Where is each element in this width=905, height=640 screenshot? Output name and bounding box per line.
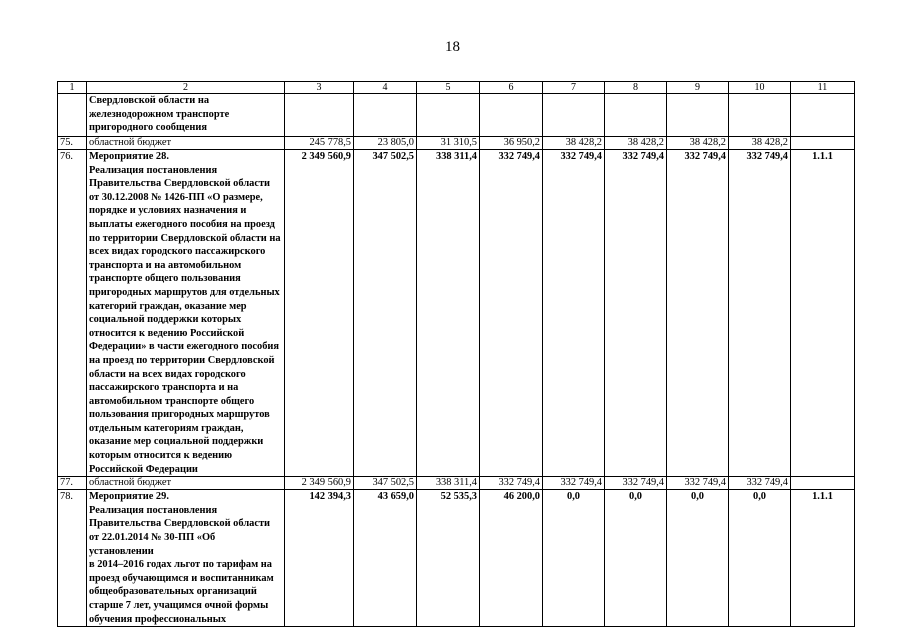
row-description: областной бюджет	[87, 137, 285, 150]
value-cell: 332 749,4	[480, 477, 543, 490]
value-cell: 38 428,2	[543, 137, 605, 150]
row-number: 75.	[58, 137, 87, 150]
column-header: 10	[729, 82, 791, 94]
column-header: 1	[58, 82, 87, 94]
table-row	[58, 137, 855, 150]
value-cell	[480, 94, 543, 137]
row-description: Мероприятие 28. Реализация постановления Правительства Свердловской области от 30.12.2008 № 1426-ПП «О размере, порядке и условиях назначения и выплаты ежегодного пособия на проезд по территории Свердловской области на всех видах городского пассажирского транспорта и на автомобильном транспорте общего пользования пригородных маршрутов для отдельных категорий граждан, оказание мер социальной поддержки которых относится к ведению Российской Федерации» в части ежегодного пособия на проезд по территории Свердловской области на всех видах городского пассажирского транспорта и на автомобильном транспорте общего пользования пригородных маршрутов отдельным категориям граждан, оказание мер социальной поддержки которым относится к ведению Российской Федерации	[87, 150, 285, 477]
value-cell: 38 428,2	[667, 137, 729, 150]
row-number	[58, 94, 87, 137]
value-cell: 332 749,4	[543, 477, 605, 490]
row-number: 76.	[58, 150, 87, 477]
value-cell: 0,0	[543, 490, 605, 627]
value-cell: 52 535,3	[417, 490, 480, 627]
column-header: 2	[87, 82, 285, 94]
value-cell: 347 502,5	[354, 477, 417, 490]
target-indicator	[791, 94, 855, 137]
column-header: 6	[480, 82, 543, 94]
value-cell: 0,0	[729, 490, 791, 627]
value-cell: 338 311,4	[417, 477, 480, 490]
column-header: 8	[605, 82, 667, 94]
value-cell	[417, 94, 480, 137]
value-cell: 332 749,4	[667, 150, 729, 477]
target-indicator: 1.1.1	[791, 490, 855, 627]
table-row	[58, 94, 855, 137]
row-number: 77.	[58, 477, 87, 490]
row-number: 78.	[58, 490, 87, 627]
value-cell: 38 428,2	[729, 137, 791, 150]
column-header: 4	[354, 82, 417, 94]
table-body	[58, 82, 855, 627]
value-cell: 142 394,3	[285, 490, 354, 627]
value-cell: 347 502,5	[354, 150, 417, 477]
value-cell: 46 200,0	[480, 490, 543, 627]
value-cell: 332 749,4	[605, 150, 667, 477]
value-cell: 332 749,4	[667, 477, 729, 490]
column-header: 3	[285, 82, 354, 94]
page-number: 18	[445, 39, 460, 55]
value-cell: 245 778,5	[285, 137, 354, 150]
row-description: Свердловской области на железнодорожном транспорте пригородного сообщения	[87, 94, 285, 137]
value-cell	[605, 94, 667, 137]
value-cell	[667, 94, 729, 137]
row-description: областной бюджет	[87, 477, 285, 490]
value-cell: 332 749,4	[729, 150, 791, 477]
value-cell: 2 349 560,9	[285, 150, 354, 477]
table-row	[58, 477, 855, 490]
value-cell: 338 311,4	[417, 150, 480, 477]
value-cell: 0,0	[667, 490, 729, 627]
value-cell: 332 749,4	[729, 477, 791, 490]
value-cell: 332 749,4	[605, 477, 667, 490]
column-header: 7	[543, 82, 605, 94]
table-row	[58, 150, 855, 477]
row-description: Мероприятие 29. Реализация постановления Правительства Свердловской области от 22.01.2014 № 30-ПП «Об установлении в 2014–2016 годах льгот по тарифам на проезд обучающимся и воспитанникам общеобразовательных организаций старше 7 лет, учащимся очной формы обучения профессиональных	[87, 490, 285, 627]
value-cell: 38 428,2	[605, 137, 667, 150]
table-row	[58, 490, 855, 627]
target-indicator	[791, 137, 855, 150]
target-indicator	[791, 477, 855, 490]
column-header: 9	[667, 82, 729, 94]
value-cell: 23 805,0	[354, 137, 417, 150]
value-cell: 0,0	[605, 490, 667, 627]
value-cell: 332 749,4	[543, 150, 605, 477]
target-indicator: 1.1.1	[791, 150, 855, 477]
value-cell: 2 349 560,9	[285, 477, 354, 490]
value-cell	[729, 94, 791, 137]
column-header: 11	[791, 82, 855, 94]
value-cell: 36 950,2	[480, 137, 543, 150]
value-cell	[285, 94, 354, 137]
program-table	[57, 81, 855, 627]
value-cell	[543, 94, 605, 137]
value-cell: 332 749,4	[480, 150, 543, 477]
value-cell	[354, 94, 417, 137]
header-row	[58, 82, 855, 94]
value-cell: 31 310,5	[417, 137, 480, 150]
value-cell: 43 659,0	[354, 490, 417, 627]
column-header: 5	[417, 82, 480, 94]
